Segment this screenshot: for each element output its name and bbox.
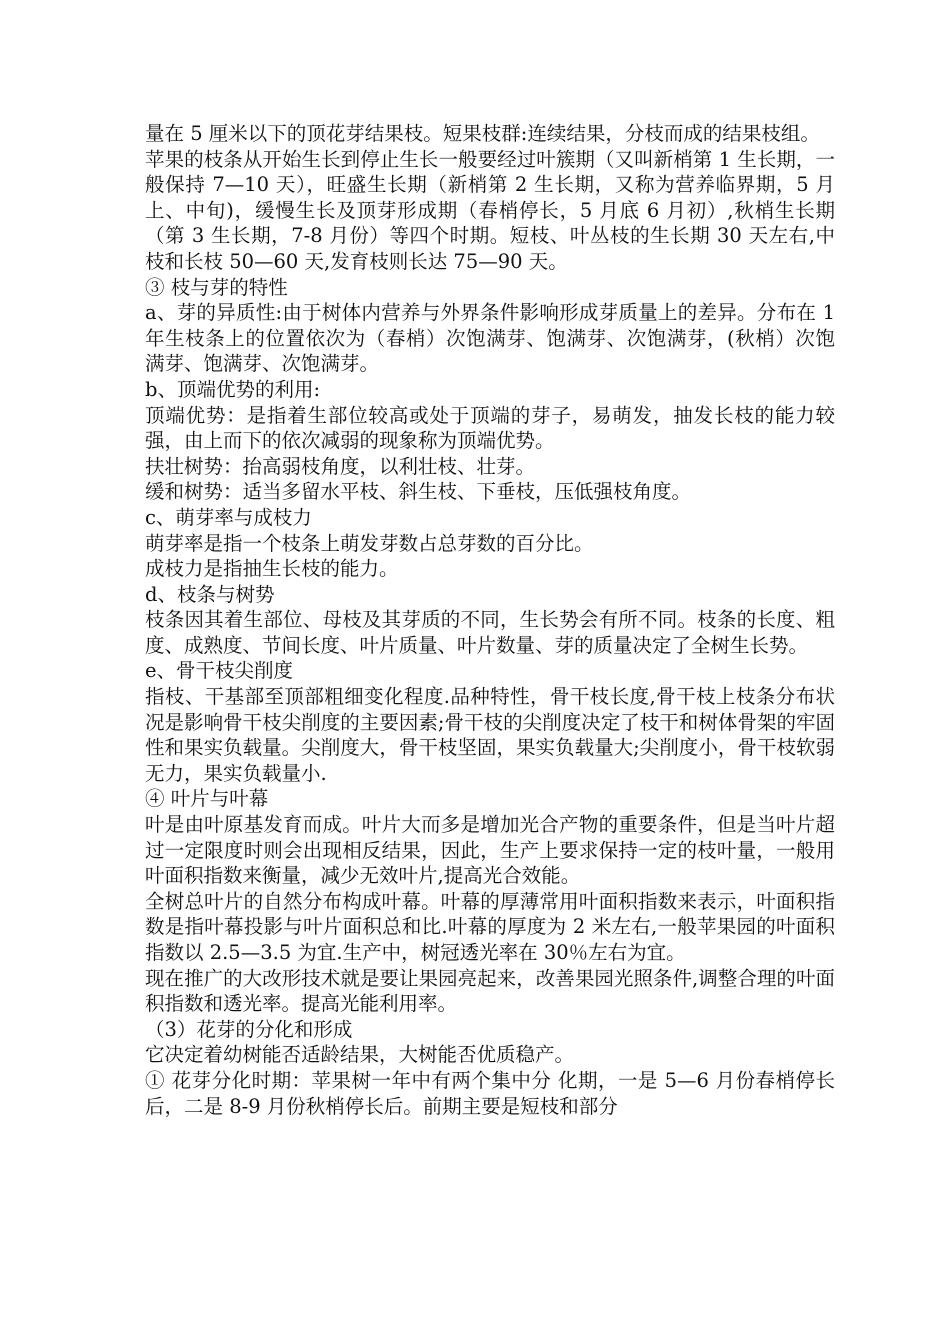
paragraph-canopy: 全树总叶片的自然分布构成叶幕。叶幕的厚薄常用叶面积指数来表示，叶面积指数是指叶幕投影与叶片面积总和比.叶幕的厚度为 2 米左右,一般苹果园的叶面积指数以 2.5—3.5 为宜.生产中，树冠透光率在 30％左右为宜。 <box>145 889 835 964</box>
paragraph-leaf: 叶是由叶原基发育而成。叶片大而多是增加光合产物的重要条件，但是当叶片超过一定限度时则会出现相反结果，因此，生产上要求保持一定的枝叶量，一般用叶面积指数来衡量，减少无效叶片,提高光合效能。 <box>145 813 835 888</box>
paragraph-flower-bud-importance: 它决定着幼树能否适龄结果，大树能否优质稳产。 <box>145 1043 575 1067</box>
document-body <box>145 121 835 1119</box>
paragraph-apical-dominance-definition: 顶端优势：是指着生部位较高或处于顶端的芽子，易萌发，抽发长枝的能力较强，由上而下的依次减弱的现象称为顶端优势。 <box>145 403 835 453</box>
heading-taper: e、骨干枝尖削度 <box>145 659 294 683</box>
paragraph-growth-periods: 苹果的枝条从开始生长到停止生长一般要经过叶簇期（又叫新梢第 1 生长期，一般保持 7—10 天），旺盛生长期（新梢第 2 生长期，又称为营养临界期，5 月上、中旬)，缓慢生长及顶芽形成期（春梢停长，5 月底 6 月初）,秋梢生长期（第 3 生长期，7-8 月份）等四个时期。短枝、叶丛枝的生长期 30 天左右,中枝和长枝 50—60 天,发育枝则长达 75—90 天。 <box>145 147 835 273</box>
heading-apical-dominance: b、顶端优势的利用: <box>145 377 321 401</box>
paragraph-strengthen-tree: 扶壮树势：抬高弱枝角度，以利壮枝、壮芽。 <box>145 454 536 478</box>
heading-leaf-canopy: ④ 叶片与叶幕 <box>145 787 269 811</box>
heading-branch-bud-traits: ③ 枝与芽的特性 <box>145 275 288 299</box>
heading-germination-rate: c、萌芽率与成枝力 <box>145 505 312 529</box>
heading-branch-and-vigor: d、枝条与树势 <box>145 582 275 606</box>
paragraph-branch-and-vigor: 枝条因其着生部位、母枝及其芽质的不同，生长势会有所不同。枝条的长度、粗度、成熟度、节间长度、叶片质量、叶片数量、芽的质量决定了全树生长势。 <box>145 608 835 657</box>
paragraph-germination-rate: 萌芽率是指一个枝条上萌发芽数占总芽数的百分比。 <box>145 531 594 555</box>
paragraph-branching-ability: 成枝力是指抽生长枝的能力。 <box>145 557 399 581</box>
paragraph-moderate-tree: 缓和树势：适当多留水平枝、斜生枝、下垂枝，压低强枝角度。 <box>145 480 692 504</box>
paragraph-short-fruit-branch: 量在 5 厘米以下的顶花芽结果枝。短果枝群:连续结果，分枝而成的结果枝组。 <box>145 122 820 145</box>
heading-flower-bud: （3）花芽的分化和形成 <box>145 1017 353 1041</box>
paragraph-bud-heterogeneity: a、芽的异质性:由于树体内营养与外界条件影响形成芽质量上的差异。分布在 1 年生枝条上的位置依次为（春梢）次饱满芽、饱满芽、次饱满芽，(秋梢）次饱满芽、饱满芽、次饱满芽。 <box>145 301 835 376</box>
paragraph-flower-bud-period: ① 花芽分化时期：苹果树一年中有两个集中分 化期，一是 5—6 月份春梢停长后，二是 8-9 月份秋梢停长后。前期主要是短枝和部分 <box>145 1068 835 1118</box>
paragraph-taper: 指枝、干基部至顶部粗细变化程度.品种特性，骨干枝长度,骨干枝上枝条分布状况是影响骨干枝尖削度的主要因素;骨干枝的尖削度决定了枝干和树体骨架的牢固性和果实负载量。尖削度大，骨干枝坚固，果实负载量大;尖削度小，骨干枝软弱无力，果实负载量小. <box>145 685 835 785</box>
paragraph-reshaping-technique: 现在推广的大改形技术就是要让果园亮起来，改善果园光照条件,调整合理的叶面积指数和透光率。提高光能利用率。 <box>145 966 835 1016</box>
